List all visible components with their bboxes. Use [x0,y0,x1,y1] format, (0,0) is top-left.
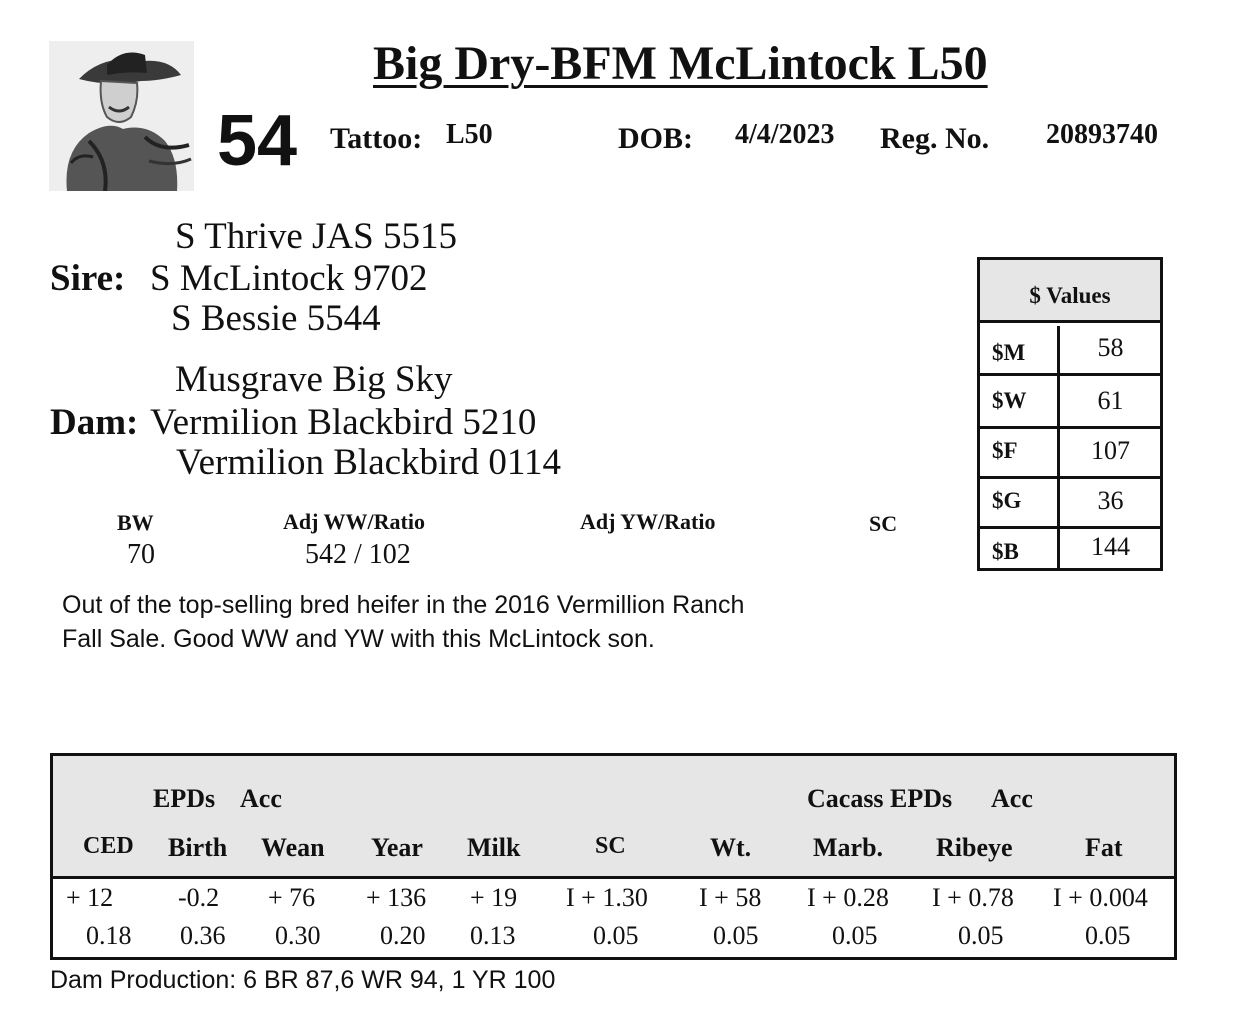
col-wean: Wean [261,833,325,862]
adj-yw-label: Adj YW/Ratio [580,509,716,534]
col-birth: Birth [168,833,228,862]
acc-group-label: Acc [240,784,282,813]
dollar-values-table [977,257,1163,571]
epd-table [50,753,1177,960]
bw-label: BW [117,510,154,535]
acc-value: 0.36 [180,921,226,950]
epd-value: I + 0.78 [932,883,1014,912]
epd-value: I + 58 [699,883,762,912]
col-fat: Fat [1085,833,1123,862]
col-marb: Marb. [813,833,884,862]
acc-value: 0.05 [713,921,759,950]
epd-value: + 76 [268,883,316,912]
dam-name: Vermilion Blackbird 5210 [150,402,537,443]
epd-table-header [53,756,1174,879]
carcass-acc-group-label: Acc [991,784,1033,813]
dollar-value: 61 [1097,386,1124,415]
dollar-row-b [980,526,1160,568]
bull-name-title: Big Dry-BFM McLintock L50 [373,37,988,90]
acc-value: 0.20 [380,921,426,950]
comment-text: Out of the top-selling bred heifer in the 2016 Vermillion Ranch Fall Sale. Good WW and YW with this McLintock son. [62,591,745,653]
col-ced: CED [83,833,134,859]
epds-group-label: EPDs [153,784,216,813]
sire-sire: S Thrive JAS 5515 [175,216,457,257]
dollar-label: $F [992,438,1018,463]
acc-value: 0.05 [593,921,639,950]
dam-dam: Vermilion Blackbird 0114 [176,442,562,483]
dob-label: DOB: [618,122,693,155]
dob-value: 4/4/2023 [735,119,835,150]
col-year: Year [371,833,423,862]
cowboy-logo [49,41,194,191]
epd-value: + 136 [366,883,427,912]
carcass-epds-group-label: Cacass EPDs [807,784,953,813]
dollar-values-title: $ Values [980,260,1160,323]
epd-value: I + 0.28 [807,883,889,912]
acc-value: 0.05 [832,921,878,950]
col-ribeye: Ribeye [936,833,1013,862]
adj-ww-label: Adj WW/Ratio [283,509,425,534]
col-sc: SC [595,833,626,859]
epd-value: + 19 [470,883,518,912]
epd-value: I + 0.004 [1053,883,1148,912]
dollar-label: $B [992,539,1019,564]
col-wt: Wt. [710,833,752,862]
dollar-label: $M [992,340,1026,365]
dollar-value: 144 [1091,532,1130,561]
dollar-label: $G [992,488,1022,513]
dam-label: Dam: [50,402,139,443]
col-milk: Milk [467,833,521,862]
sc-label: SC [869,511,898,536]
acc-value: 0.13 [470,921,516,950]
sire-name: S McLintock 9702 [150,258,428,299]
acc-value: 0.05 [1085,921,1131,950]
sire-label: Sire: [50,258,126,299]
dollar-row-f [980,426,1160,479]
acc-value: 0.05 [958,921,1004,950]
bw-value: 70 [127,539,155,570]
dollar-value: 36 [1097,486,1124,515]
cowboy-sketch-icon [49,41,194,191]
acc-value: 0.18 [86,921,132,950]
tattoo-value: L50 [446,119,493,150]
reg-value: 20893740 [1046,119,1158,150]
reg-label: Reg. No. [880,122,990,155]
dollar-row-g [980,476,1160,529]
epd-value: -0.2 [178,883,220,912]
dollar-label: $W [992,388,1027,413]
acc-value: 0.30 [275,921,321,950]
sire-dam: S Bessie 5544 [171,298,381,339]
dam-sire: Musgrave Big Sky [175,359,453,400]
adj-ww-value: 542 / 102 [305,539,411,570]
dollar-value: 58 [1097,333,1124,362]
dam-production: Dam Production: 6 BR 87,6 WR 94, 1 YR 100 [50,966,556,994]
dollar-value: 107 [1091,436,1130,465]
dollar-row-m [980,323,1160,376]
dollar-row-w [980,376,1160,429]
lot-number: 54 [217,101,298,181]
epd-value: I + 1.30 [566,883,648,912]
epd-value: + 12 [66,883,114,912]
tattoo-label: Tattoo: [330,122,423,155]
